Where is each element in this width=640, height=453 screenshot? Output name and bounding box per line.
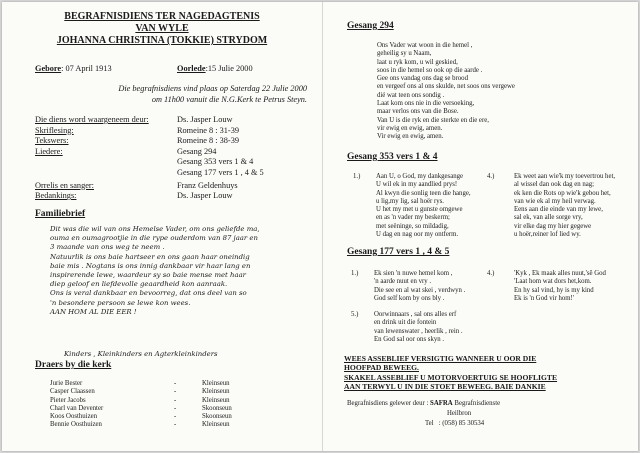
letter-heading: Familiebrief [35,209,86,219]
hymn-177-verse-4-number: 4.) [487,270,495,277]
bearers-list [50,380,290,430]
hymn-line: en as 'n vader my beskerm; [376,214,450,222]
hymn-line: 'Kyk , Ek maak alles nuut,'sê God [514,270,606,277]
hymn-line: Vir ewig en ewig, amen. [377,133,444,141]
hymn-line: Aan U, o God, my dankgesange [376,173,464,180]
hymn-line: sal ek, van alle sorge vry, [514,214,583,222]
hymn-177-title: Gesang 177 vers 1 , 4 & 5 [347,247,450,257]
hymn-line: en vergeef ons al ons skulde, net soos ons vergewe [377,83,515,91]
safety-notice-line-4: AAN TERWYL U IN DIE STOET BEWEEG. BAIE DANKIE [344,382,546,392]
hymn-line: met seëninge, so mildadig, [376,222,449,230]
funeral-notice-line-1: Die begrafnisdiens vind plaas op Saterdag 22 Julie 2000 [118,84,307,93]
program-header [16,11,308,47]
hymn-line: En hy sal vind, hy is my kind [514,286,594,294]
hymn-line: van lewenswater , heerlik , rein . [374,327,463,335]
hymn-line: laat u ryk kom, u wil geskied, [377,58,458,66]
tel-value: : (058) 85 30534 [438,420,485,427]
hymn-line: ek ken die Rots op wie'k gebou het, [514,189,611,197]
hymn-line: God self kom by ons bly . [374,294,445,302]
hymn-353-verse-4-number: 4.) [487,173,495,180]
header-line-2: VAN WYLE [135,23,189,34]
hymn-line: vir ewig en ewig, amen. [377,124,443,132]
hymn-177-verse-1-number: 1.) [351,270,359,277]
hymn-line: Laat kom ons nie in die versoeking, [377,100,475,108]
deceased-name: JOHANNA CHRISTINA (TOKKIE) STRYDOM [56,35,268,46]
undertaker-town: Heilbron [447,410,472,417]
undertaker-footer [347,399,500,429]
letter-line-4: Natuurlik is ons baie hartseer en ons gaan haar oneindig [50,252,250,261]
scripture-value: Romeine 8 : 31-39 [177,125,239,135]
hymn-line: vir elke dag my hier gegewe [514,222,592,230]
texts-label: Tekswers: [35,136,69,146]
hymn-line: Van U is die ryk en die sterkte en die ere, [377,116,489,124]
bearer-row: Jurie Bester - Kleinseun [50,380,230,387]
bearer-row: Bennie Oosthuizen - Kleinseun [50,421,230,429]
bearer-row: Casper Claassen - Kleinseun [50,388,230,396]
hymn-353-title: Gesang 353 vers 1 & 4 [347,152,438,162]
letter-line-2: ouma en oumagrootjie in die rype ouderdom van 87 jaar en [50,234,258,243]
bearers-heading: Draers by die kerk [35,360,112,370]
organist-value: Franz Geldenhuys [177,180,238,190]
service-details [35,115,310,202]
hymn-line: soos in die hemel so ook op die aarde . [377,66,483,74]
letter-line-5: baie mis . Nogtans is ons innig dankbaar vir haar lang en [50,261,251,270]
hymn-177-verse-4 [514,270,606,303]
hymn-line: 'Laat hom wat dors het,kom. [514,278,592,286]
hymn-line: En God sal oor ons skyn . [374,335,445,343]
bearer-row: Charl van Deventer - Skoonseun [50,404,232,412]
letter-line-6: inspirerende lewe, waardeur sy so baie mense met haar [50,271,246,280]
scripture-label: Skriflesing: [35,125,74,135]
undertaker-rest: Begrafnisdienste [454,400,501,407]
hymn-line: Ek weet aan wie'k my toevertrou het, [514,173,616,180]
letter-line-10: AAN HOM AL DIE EER ! [50,307,137,316]
safety-notice-line-1: WEES ASSEBLIEF VERSIGTIG WANNEER U OOR DIE [344,354,537,363]
family-letter [50,225,260,317]
hymn-294-title: Gesang 294 [347,21,394,31]
letter-signature: Kinders , Kleinkinders en Agterkleinkinders [64,350,218,358]
song-1: Gesang 294 [177,146,217,156]
header-line-1: BEGRAFNISDIENS TER NAGEDAGTENIS [64,11,260,22]
funeral-notice-line-2: om 11h00 vanuit die N.G.Kerk te Petrus Steyn. [151,95,307,104]
letter-line-9: 'n besondere persoon se lewe kon wees. [50,298,191,307]
center-fold [322,2,323,451]
organist-label: Orrelis en sanger: [35,180,94,190]
safety-notice [344,354,557,392]
hymn-177-verse-1 [374,270,465,303]
leader-value: Ds. Jasper Louw [177,115,233,124]
undertaker-label: Begrafnisdiens gelewer deur : [347,400,429,407]
song-2: Gesang 353 vers 1 & 4 [177,157,254,167]
undertaker-name: SAFRA [430,400,453,407]
thanks-value: Ds. Jasper Louw [177,191,233,201]
hymn-line: dié wat teen ons sondig . [377,91,445,99]
hymn-line: Ek sien 'n nuwe hemel kom , [374,270,453,277]
hymn-line: Die see en al wat skei , verdwyn . [374,286,466,294]
hymn-line: en drink uit die fontein [374,319,437,327]
songs-label: Liedere: [35,146,63,156]
hymn-line: geheilig sy u Naam, [377,50,432,58]
hymn-line: U dag en nag oor my ontferm. [376,231,459,239]
hymn-line: van wie ek al my heil verwag. [514,197,596,205]
letter-line-1: Dit was die wil van ons Hemelse Vader, om ons geliefde ma, [50,225,260,233]
texts-value: Romeine 8 : 38-39 [177,136,239,146]
bearer-row: Koos Oosthuizen - Skoonseun [50,413,232,421]
hymn-353-verse-4 [514,173,615,239]
hymn-line: Gee ons vandag ons dag se brood [377,75,468,83]
died-value: :15 Julie 2000 [205,64,253,73]
hymn-294-text [377,42,515,142]
hymn-line: Al kwyn die sonlig teen die hange, [376,189,471,197]
hymn-line: Ons Vader wat woon in die hemel , [377,42,473,49]
hymn-177-verse-5 [374,311,463,344]
letter-line-3: 3 maande van ons weg te neem . [50,243,165,252]
hymn-line: 'n aarde nuut en vry . [374,278,432,286]
hymn-line: al wissel dan ook dag en nag; [514,181,595,189]
hymn-line: Ek is 'n God vir hom!' [514,294,575,302]
born-date [35,64,112,73]
funeral-program-sheet [2,2,638,451]
hymn-353-verse-1-number: 1.) [353,173,361,180]
born-label: Gebore [35,64,62,73]
hymn-line: u hoër,reiner lof lied wy. [514,231,581,239]
song-3: Gesang 177 vers 1 , 4 & 5 [177,167,264,177]
hymn-353-verse-1 [376,173,471,239]
hymn-line: Eens aan die einde van my lewe, [514,206,603,214]
thanks-label: Bedankings: [35,191,77,201]
safety-notice-line-2: HOOFPAD BEWEEG. [344,363,419,373]
hymn-line: Oorwinnaars , sal ons alles erf [374,311,457,318]
hymn-line: U wil ek in my aandlied prys! [376,181,458,189]
funeral-notice [22,83,307,105]
hymn-line: maar verlos ons van die Bose. [377,108,459,116]
letter-line-8: Ons is veral dankbaar en bevoorreg, dat ons deel van so [50,289,247,298]
bearer-row: Pieter Jacobs - Kleinseun [50,396,230,404]
leader-label: Die diens word waargeneem deur: [35,115,149,124]
hymn-177-verse-5-number: 5.) [351,311,359,318]
safety-notice-line-3: SKAKEL ASSEBLIEF U MOTORVOERTUIG SE HOOFLIGTE [344,372,558,382]
letter-line-7: diep geloof en liefdevolle geaardheid kon aanraak. [50,280,228,289]
tel-label: Tel [425,420,434,427]
hymn-line: U het my met u gunste omgewe [376,206,463,214]
died-label: Oorlede [177,64,206,73]
hymn-line: u lig,my lig, sal hoër rys. [376,197,444,205]
died-date [177,64,253,73]
born-value: : 07 April 1913 [61,64,112,73]
